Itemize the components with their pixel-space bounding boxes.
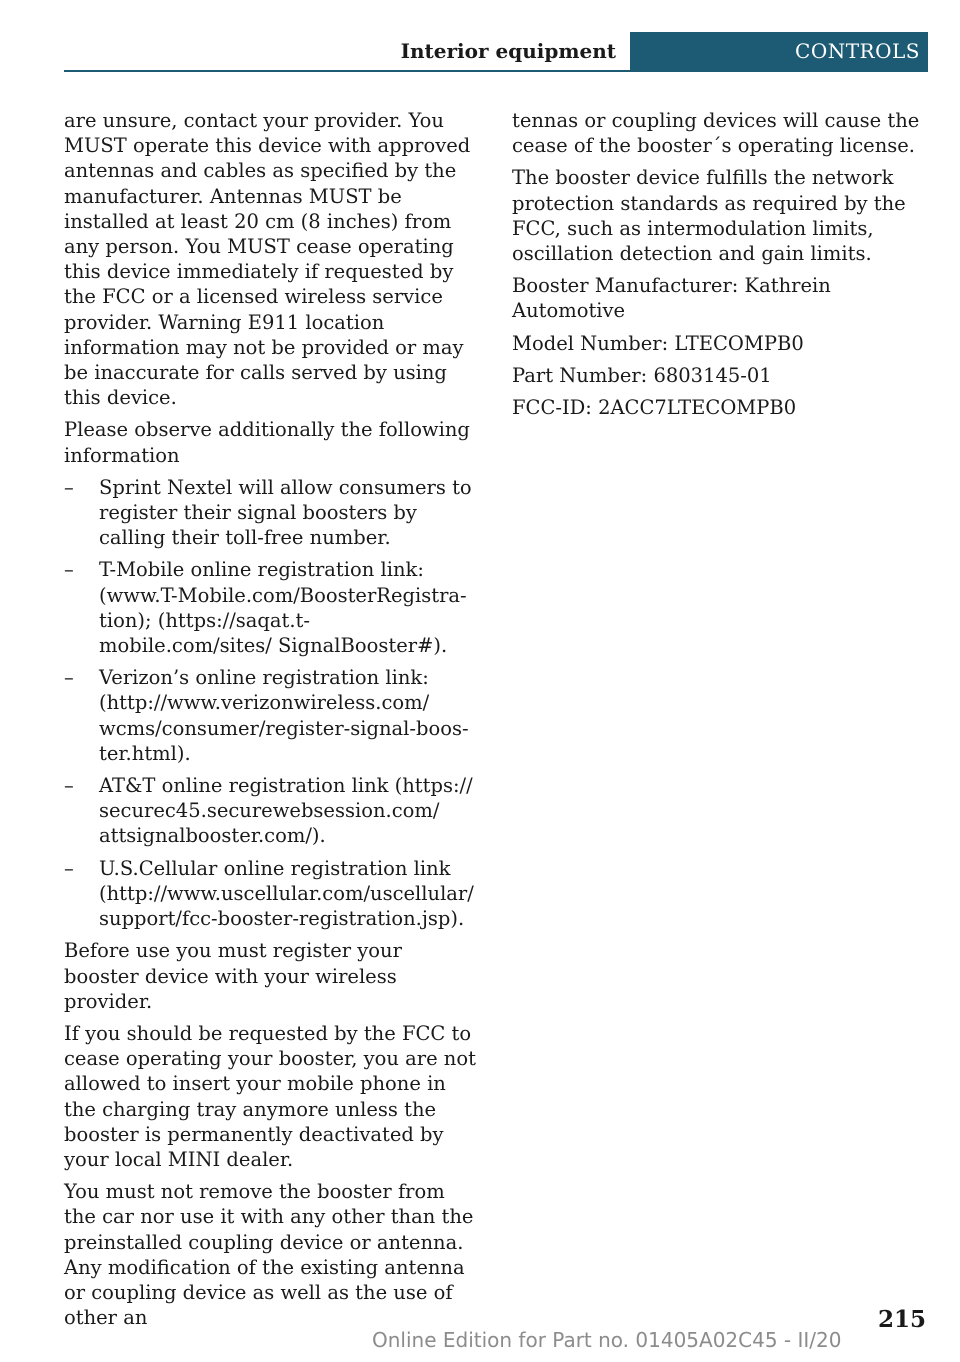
model-number: Model Number: LTECOMPB0	[512, 331, 804, 355]
paragraph: Before use you must register your booster device with your wireless provider.	[64, 939, 402, 1013]
page-number: 215	[877, 1306, 926, 1333]
dash-bullet: –	[64, 774, 74, 798]
list-item	[64, 773, 480, 849]
part-number: Part Number: 6803145-01	[512, 363, 772, 387]
page-header	[64, 32, 928, 70]
right-column	[512, 108, 932, 427]
list-item	[64, 665, 480, 766]
dash-bullet: –	[64, 475, 74, 499]
edition-watermark: Online Edition for Part no. 01405A02C45 - II/20	[372, 1328, 842, 1352]
dash-bullet: –	[64, 558, 74, 582]
dash-bullet: –	[64, 856, 74, 880]
paragraph: The booster device fulfills the network protection standards as required by the FCC, such as intermodulation limits, oscillation detection and gain limits.	[512, 166, 906, 266]
section-title: Interior equipment	[400, 39, 616, 63]
paragraph: You must not remove the booster from the car nor use it with any other than the preinstalled coupling device or antenna. Any modification of the existing antenna or coupling device as well as the use of other an	[64, 1180, 474, 1330]
paragraph: Please observe additionally the following information	[64, 418, 470, 467]
chapter-tab: CONTROLS	[630, 32, 928, 70]
paragraph: tennas or coupling devices will cause the cease of the booster´s operating license.	[512, 109, 920, 158]
paragraph: If you should be requested by the FCC to cease operating your booster, you are not allowed to insert your mobile phone in the charging tray anymore unless the booster is permanently deactivated by your local MINI dealer.	[64, 1021, 476, 1171]
list-item-text: Verizon’s online registration link: (http://www.verizonwireless.com/ wcms/consumer/register-signal-booster.html).	[99, 666, 469, 765]
dash-bullet: –	[64, 666, 74, 690]
header-divider	[64, 70, 928, 72]
list-item-text: T-Mobile online registration link: (www.T-Mobile.com/BoosterRegistration); (https://saqat.t-mobile.com/sites/ SignalBooster#).	[99, 558, 467, 658]
list-item-text: Sprint Nextel will allow consumers to register their signal boosters by calling their toll-free number.	[99, 475, 472, 550]
list-item-text: U.S.Cellular online registration link (http://www.uscellular.com/uscellular/ support/fcc-booster-registration.jsp).	[99, 856, 474, 931]
booster-manufacturer: Booster Manufacturer: Kathrein Automotive	[512, 274, 831, 323]
list-item	[64, 856, 480, 932]
list-item	[64, 557, 480, 658]
list-item-text: AT&T online registration link (https:// securec45.securewebsession.com/ attsignalbooster.com/).	[99, 774, 473, 848]
fcc-id: FCC-ID: 2ACC7LTECOMPB0	[512, 396, 797, 420]
left-column	[64, 108, 480, 1337]
registration-list	[64, 475, 480, 931]
list-item	[64, 475, 480, 551]
page-footer	[0, 1306, 960, 1356]
paragraph: are unsure, contact your provider. You MUST operate this device with approved antennas and cables as specified by the manufacturer. Antennas MUST be installed at least 20 cm (8 inches) from any person. You MUST cease operating this device immediately if requested by the FCC or a licensed wireless service provider. Warning E911 location information may not be provided or may be inaccurate for calls served by using this device.	[64, 109, 471, 410]
